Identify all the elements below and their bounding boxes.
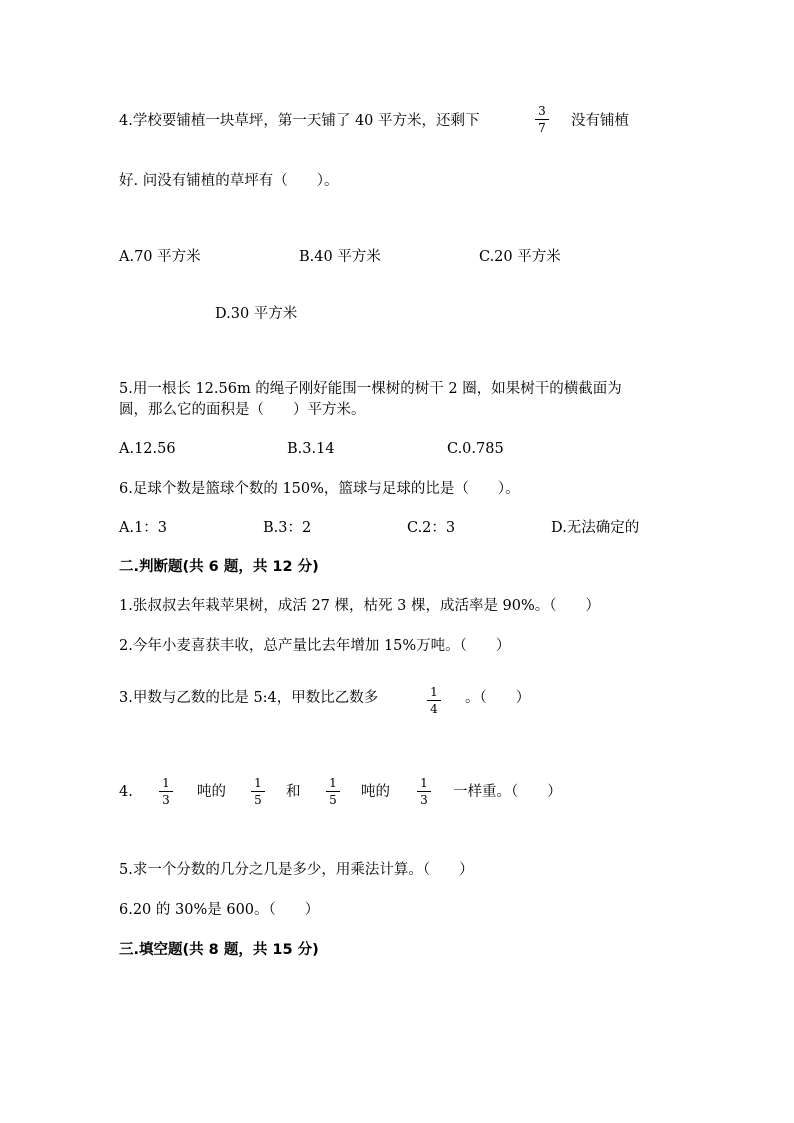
q4-fraction: [535, 105, 549, 135]
judge-4-fraction-3-denominator: 5: [329, 793, 337, 807]
q4-fraction-denominator: 7: [538, 121, 546, 135]
judge-4-word-3: 吨的: [361, 784, 390, 800]
judge-6: 6.20 的 30%是 600。（ ）: [119, 902, 320, 918]
judge-3-fraction-numerator: 1: [430, 685, 438, 699]
q6-option-c: C.2：3: [407, 520, 456, 536]
fraction-bar: [159, 791, 173, 792]
judge-4-fraction-2: [251, 777, 265, 807]
q5-line2: 圆，那么它的面积是（ ）平方米。: [119, 402, 366, 418]
judge-4-word-2: 和: [286, 784, 301, 800]
judge-4-fraction-4-denominator: 3: [420, 793, 428, 807]
fraction-bar: [427, 700, 441, 701]
section3-heading: 三.填空题(共 8 题，共 15 分): [119, 942, 319, 958]
q6-option-a: A.1：3: [119, 520, 168, 536]
q4-text-after: 没有铺植: [571, 113, 629, 129]
q6-option-b: B.3：2: [263, 520, 312, 536]
judge-4-fraction-2-denominator: 5: [254, 793, 262, 807]
judge-3-text-before: 3.甲数与乙数的比是 5:4，甲数比乙数多: [119, 690, 379, 706]
judge-4-fraction-3: [326, 777, 340, 807]
judge-4-fraction-4-numerator: 1: [420, 776, 428, 790]
q4-option-d: D.30 平方米: [215, 306, 298, 322]
q4-line2: 好. 问没有铺植的草坪有（ ）。: [119, 173, 339, 189]
judge-3-fraction-denominator: 4: [430, 702, 438, 716]
judge-4-fraction-2-numerator: 1: [254, 776, 262, 790]
judge-3-fraction: [427, 686, 441, 716]
judge-2: 2.今年小麦喜获丰收，总产量比去年增加 15%万吨。（ ）: [119, 638, 511, 654]
q5-option-a: A.12.56: [119, 441, 176, 457]
judge-4-fraction-1-numerator: 1: [162, 776, 170, 790]
q5-option-b: B.3.14: [287, 441, 335, 457]
judge-4-word-4: 一样重。（ ）: [453, 784, 562, 800]
q6-text: 6.足球个数是篮球个数的 150%，篮球与足球的比是（ ）。: [119, 481, 520, 497]
judge-1: 1.张叔叔去年栽苹果树，成活 27 棵，枯死 3 棵，成活率是 90%。（ ）: [119, 598, 601, 614]
section2-heading: 二.判断题(共 6 题，共 12 分): [119, 559, 319, 575]
q4-option-c: C.20 平方米: [479, 249, 561, 265]
judge-4-fraction-4: [417, 777, 431, 807]
q5-option-c: C.0.785: [447, 441, 504, 457]
judge-4-fraction-3-numerator: 1: [329, 776, 337, 790]
judge-4-label: 4.: [119, 784, 133, 800]
fraction-bar: [251, 791, 265, 792]
q4-fraction-numerator: 3: [538, 104, 546, 118]
judge-4-fraction-1: [159, 777, 173, 807]
judge-5: 5.求一个分数的几分之几是多少，用乘法计算。（ ）: [119, 862, 474, 878]
q4-option-a: A.70 平方米: [119, 249, 201, 265]
q6-option-d: D.无法确定的: [551, 520, 640, 536]
judge-3-text-after: 。（ ）: [465, 690, 531, 706]
fraction-bar: [326, 791, 340, 792]
q4-text-before: 4.学校要铺植一块草坪，第一天铺了 40 平方米，还剩下: [119, 113, 480, 129]
fraction-bar: [535, 119, 549, 120]
q5-line1: 5.用一根长 12.56m 的绳子刚好能围一棵树的树干 2 圈，如果树干的横截面为: [119, 381, 622, 397]
q4-line1: [119, 112, 480, 130]
judge-4-fraction-1-denominator: 3: [162, 793, 170, 807]
fraction-bar: [417, 791, 431, 792]
q4-option-b: B.40 平方米: [299, 249, 381, 265]
judge-4-word-1: 吨的: [197, 784, 226, 800]
